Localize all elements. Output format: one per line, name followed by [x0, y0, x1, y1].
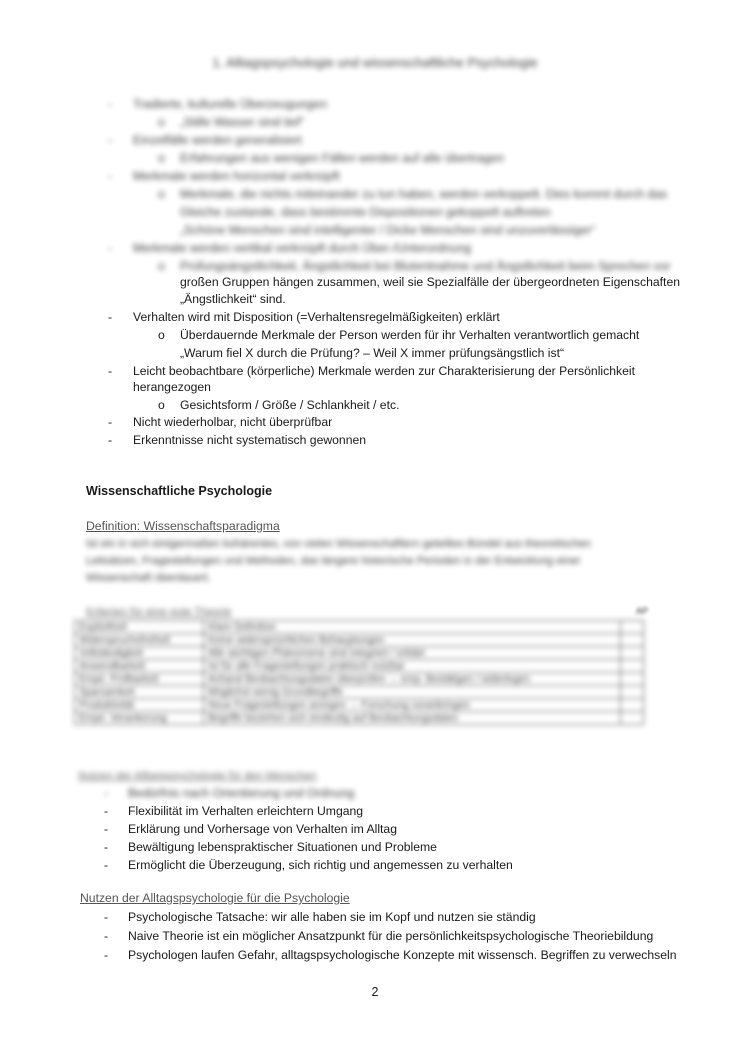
- list-item: Naive Theorie ist ein möglicher Ansatzpunkt für die persönlichkeitspsychologische Theoriebildung: [128, 929, 654, 943]
- list-item: Tradierte, kulturelle Überzeugungen: [133, 97, 327, 111]
- list-bullet: -: [108, 415, 113, 429]
- nutzen-menschen-label: Nutzen der Alltagspsychologie für den Menschen: [78, 770, 317, 782]
- list-bullet: o: [158, 187, 165, 201]
- table-row: Vollständigkeit Alle wichtigen Phänomene sind integriert / erklärt: [75, 647, 644, 660]
- definition-line: Ist ein in sich einigermaßen kohärentes, von vielen Wissenschaftlern geteiltes Bündel aus theoretischen: [86, 538, 592, 550]
- list-item: Psychologische Tatsache: wir alle haben sie im Kopf und nutzen sie ständig: [128, 910, 536, 924]
- list-bullet: -: [104, 822, 109, 836]
- list-bullet: -: [108, 169, 113, 183]
- list-bullet: -: [108, 364, 113, 378]
- definition-line: Wissenschaft überdauert.: [86, 572, 211, 584]
- list-bullet: -: [108, 133, 113, 147]
- list-bullet: -: [108, 241, 113, 255]
- list-item: Ermöglicht die Überzeugung, sich richtig und angemessen zu verhalten: [128, 858, 513, 872]
- list-item: Merkmale werden horizontal verknüpft: [133, 169, 340, 183]
- section-title: Wissenschaftliche Psychologie: [86, 484, 273, 498]
- criteria-label: Kriterien für eine gute Theorie: [86, 606, 232, 618]
- list-item: Nicht wiederholbar, nicht überprüfbar: [133, 415, 333, 429]
- list-bullet: -: [104, 786, 109, 800]
- table-row: Sparsamkeit Möglichst wenig Grundbegriffe: [75, 686, 644, 699]
- list-bullet: -: [108, 433, 113, 447]
- list-bullet: o: [158, 151, 165, 165]
- list-bullet: -: [104, 948, 109, 962]
- list-item: Bedürfnis nach Orientierung und Ordnung: [128, 786, 355, 800]
- criteria-note: AP: [636, 606, 649, 616]
- table-row: Explizitheit Klare Definition: [75, 621, 644, 634]
- page-heading: 1. Alltagspsychologie und wissenschaftliche Psychologie: [212, 55, 538, 70]
- list-item: „Schöne Menschen sind intelligenter / Dicke Menschen sind unzuverlässiger“: [180, 223, 596, 237]
- definition-label: Definition: Wissenschaftsparadigma: [86, 519, 280, 533]
- list-bullet: -: [104, 840, 109, 854]
- list-bullet: -: [104, 929, 109, 943]
- list-item: Flexibilität im Verhalten erleichtern Umgang: [128, 804, 364, 818]
- list-bullet: -: [104, 804, 109, 818]
- list-item: Verhalten wird mit Disposition (=Verhaltensregelmäßigkeiten) erklärt: [133, 310, 500, 324]
- list-item: Überdauernde Merkmale der Person werden für ihr Verhalten verantwortlich gemacht: [180, 328, 640, 342]
- list-bullet: o: [158, 328, 165, 342]
- list-item: Merkmale werden vertikal verknüpft durch Über-/Unterordnung: [133, 241, 472, 255]
- list-item: Gleiche zustande, dass bestimmte Dispositionen gekoppelt auftreten: [180, 205, 551, 219]
- nutzen-psychologie-label: Nutzen der Alltagspsychologie für die Psychologie: [80, 891, 350, 905]
- list-item: „Ängstlichkeit“ sind.: [180, 292, 286, 306]
- list-item: Erklärung und Vorhersage von Verhalten im Alltag: [128, 822, 397, 836]
- criteria-table: [74, 620, 644, 725]
- list-bullet: o: [158, 398, 165, 412]
- list-item: Gesichtsform / Größe / Schlankheit / etc.: [180, 398, 400, 412]
- list-item: Merkmale, die nichts miteinander zu tun haben, werden verkoppelt. Dies kommt durch das: [180, 187, 668, 201]
- list-bullet: o: [158, 115, 165, 129]
- list-item: Prüfungsängstlichkeit, Ängstlichkeit bei Blutentnahme und Ängstlichkeit beim Sprechen vor: [180, 259, 671, 273]
- table-row: Anwendbarkeit Ist für alle Fragestellungen praktisch nutzbar: [75, 660, 644, 673]
- table-row: Widerspruchsfreiheit Keine widersprüchlichen Behauptungen: [75, 634, 644, 647]
- list-bullet: -: [108, 310, 113, 324]
- list-item: herangezogen: [133, 380, 211, 394]
- list-item: „Stille Wasser sind tief“: [180, 115, 305, 129]
- list-bullet: -: [108, 97, 113, 111]
- list-item: Erkenntnisse nicht systematisch gewonnen: [133, 433, 367, 447]
- list-bullet: -: [104, 858, 109, 872]
- list-item: Leicht beobachtbare (körperliche) Merkmale werden zur Charakterisierung der Persönlichkeit: [133, 364, 635, 378]
- list-item: „Warum fiel X durch die Prüfung? – Weil X immer prüfungsängstlich ist“: [180, 346, 565, 360]
- list-bullet: o: [158, 259, 165, 273]
- table-row: Empir. Prüfbarkeit Anhand Beobachtungsdaten überprüfen → emp. Bestätigen / widerlegen: [75, 673, 644, 686]
- list-item: Psychologen laufen Gefahr, alltagspsychologische Konzepte mit wissensch. Begriffen zu verwechseln: [128, 948, 677, 962]
- list-item: großen Gruppen hängen zusammen, weil sie Spezialfälle der übergeordneten Eigenschaften: [180, 275, 681, 289]
- list-item: Erfahrungen aus wenigen Fällen werden auf alle übertragen: [180, 151, 504, 165]
- table-row: Empir. Verankerung Begriffe beziehen sich eindeutig auf Beobachtungsdaten: [75, 712, 644, 725]
- page-number: 2: [371, 985, 379, 999]
- list-item: Bewältigung lebenspraktischer Situationen und Probleme: [128, 840, 437, 854]
- list-item: Einzelfälle werden generalisiert: [133, 133, 302, 147]
- table-row: Produktivität Neue Fragestellungen anregen → Forschung voranbringen: [75, 699, 644, 712]
- list-bullet: -: [104, 910, 109, 924]
- definition-line: Leitsätzen, Fragestellungen und Methoden, das längere historische Perioden in der Entwicklung einer: [86, 555, 581, 567]
